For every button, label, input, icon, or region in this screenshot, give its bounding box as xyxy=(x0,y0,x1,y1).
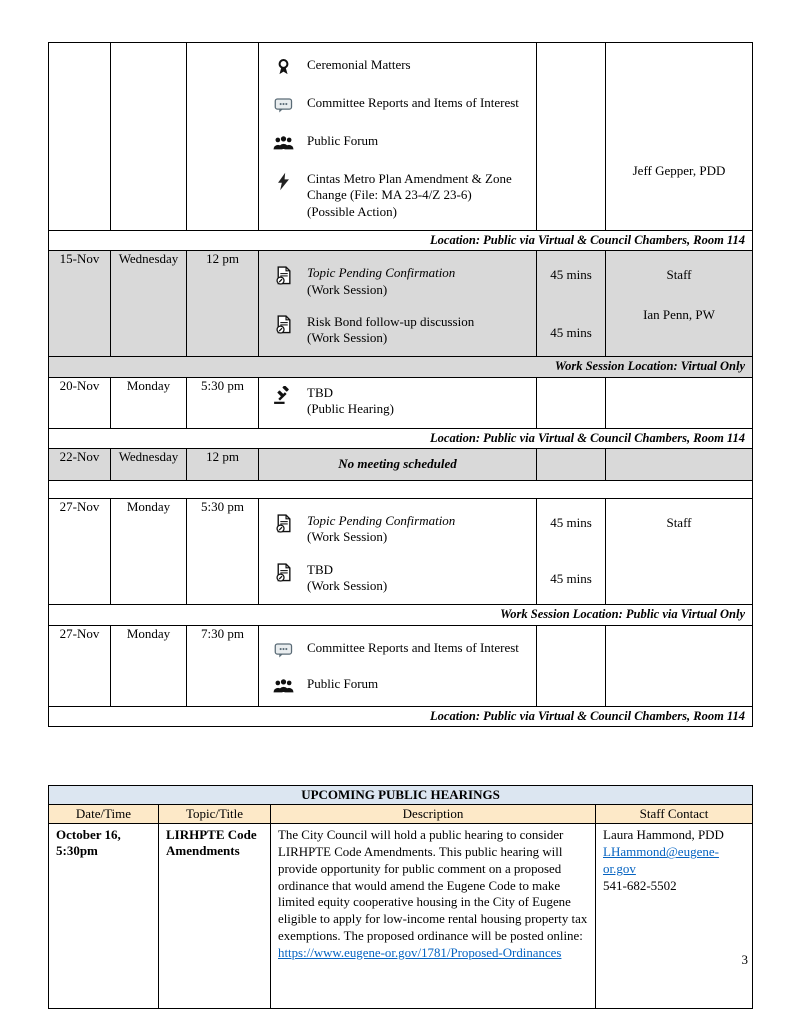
schedule-row xyxy=(49,449,753,481)
agenda-item-title: Topic Pending Confirmation xyxy=(307,265,456,281)
schedule-row xyxy=(49,499,753,605)
location-bar: Work Session Location: Virtual Only xyxy=(554,359,745,374)
duration-cell xyxy=(537,43,606,231)
day-cell: Monday xyxy=(111,499,187,605)
hearings-table xyxy=(48,785,753,1009)
location-cell xyxy=(49,230,753,251)
topics-cell xyxy=(259,625,537,706)
work-session-icon xyxy=(271,513,295,533)
location-row xyxy=(49,605,753,626)
agenda-item xyxy=(271,133,528,153)
duration-cell xyxy=(537,625,606,706)
staff-cell xyxy=(606,251,753,357)
agenda-item xyxy=(271,640,528,660)
agenda-item xyxy=(271,171,528,220)
agenda-item xyxy=(271,265,528,298)
location-bar: Location: Public via Virtual & Council Chambers, Room 114 xyxy=(430,430,745,445)
location-row xyxy=(49,230,753,251)
topics-cell xyxy=(259,378,537,429)
agenda-item-title: Public Forum xyxy=(307,133,379,148)
date-cell: 27-Nov xyxy=(49,499,111,605)
agenda-item-title: Risk Bond follow-up discussion xyxy=(307,313,475,329)
agenda-item xyxy=(271,513,528,546)
page-number: 3 xyxy=(741,952,748,967)
staff-name: Ian Penn, PW xyxy=(643,307,715,323)
location-cell xyxy=(49,357,753,378)
no-meeting-note: No meeting scheduled xyxy=(338,456,457,472)
agenda-item xyxy=(271,562,528,595)
ceremonial-matters-icon xyxy=(271,57,295,77)
hearing-description-cell xyxy=(271,824,596,1009)
location-row xyxy=(49,357,753,378)
work-session-icon xyxy=(271,562,295,582)
work-session-icon xyxy=(271,265,295,285)
duration-cell xyxy=(537,251,606,357)
location-bar: Location: Public via Virtual & Council Chambers, Room 114 xyxy=(430,232,745,247)
hearing-description-text: The City Council will hold a public hearing to consider LIRHPTE Code Amendments. This public hearing will provide opportunity for public comment on a proposed ordinance that would amend the Eugene Code to make limited equity cooperative housing in the City of Eugene eligible to apply for low-income rental housing property tax exemptions. The proposed ordinance will be posted online: xyxy=(278,828,588,943)
agenda-item-subtitle: (Work Session) xyxy=(307,281,388,297)
hearings-header-topic: Topic/Title xyxy=(159,805,271,824)
agenda-item-title: Committee Reports and Items of Interest xyxy=(307,95,519,110)
agenda-item-title: Topic Pending Confirmation xyxy=(307,513,456,529)
location-row xyxy=(49,706,753,727)
hearing-datetime: October 16, 5:30pm xyxy=(49,824,159,1009)
agenda-item-subtitle: (Work Session) xyxy=(307,577,388,593)
spacer-row xyxy=(49,481,753,499)
schedule-row xyxy=(49,378,753,429)
location-cell xyxy=(49,428,753,449)
agenda-item-subtitle: (Work Session) xyxy=(307,529,388,545)
duration-value: 45 mins xyxy=(550,515,592,531)
hearing-staff-cell xyxy=(596,824,753,1009)
location-row xyxy=(49,428,753,449)
staff-cell xyxy=(606,449,753,481)
agenda-item xyxy=(271,95,528,115)
hearing-description xyxy=(278,827,588,961)
proposed-ordinances-link[interactable]: https://www.eugene-or.gov/1781/Proposed-Ordinances xyxy=(278,945,562,960)
date-cell: 20-Nov xyxy=(49,378,111,429)
document-body xyxy=(48,42,752,1009)
day-cell: Monday xyxy=(111,625,187,706)
possible-action-icon xyxy=(271,171,295,191)
schedule-row xyxy=(49,625,753,706)
work-session-icon xyxy=(271,314,295,334)
staff-name: Jeff Gepper, PDD xyxy=(632,163,726,178)
public-forum-icon xyxy=(271,133,295,153)
topics-cell xyxy=(259,449,537,481)
time-cell: 12 pm xyxy=(187,449,259,481)
location-bar: Work Session Location: Public via Virtual Only xyxy=(500,607,745,622)
staff-cell xyxy=(606,378,753,429)
day-cell: Monday xyxy=(111,378,187,429)
staff-name: Staff xyxy=(666,267,692,283)
schedule-row xyxy=(49,43,753,231)
duration-value: 45 mins xyxy=(550,571,592,587)
staff-email-link[interactable]: LHammond@eugene-or.gov xyxy=(603,844,719,877)
location-cell xyxy=(49,706,753,727)
day-cell xyxy=(111,43,187,231)
hearings-title-row xyxy=(49,786,753,805)
agenda-item xyxy=(271,314,528,347)
staff-cell xyxy=(606,43,753,231)
staff-cell xyxy=(606,499,753,605)
committee-reports-icon xyxy=(271,640,295,660)
agenda-item-title: TBD xyxy=(307,385,333,400)
hearing-staff-phone: 541-682-5502 xyxy=(603,878,677,894)
hearings-header-row xyxy=(49,805,753,824)
duration-cell xyxy=(537,449,606,481)
hearing-staff-name: Laura Hammond, PDD xyxy=(603,827,724,843)
agenda-item-title: Cintas Metro Plan Amendment & Zone Change (File: MA 23-4/Z 23-6) xyxy=(307,171,512,203)
agenda-item-title: TBD xyxy=(307,561,333,577)
date-cell xyxy=(49,43,111,231)
hearing-row xyxy=(49,824,753,1009)
schedule-row xyxy=(49,251,753,357)
day-cell: Wednesday xyxy=(111,251,187,357)
agenda-item xyxy=(271,676,528,696)
agenda-item-subtitle: (Public Hearing) xyxy=(307,401,395,417)
public-forum-icon xyxy=(271,676,295,696)
hearings-header-staff: Staff Contact xyxy=(596,805,753,824)
duration-value: 45 mins xyxy=(550,325,592,341)
date-cell: 15-Nov xyxy=(49,251,111,357)
hearings-header-datetime: Date/Time xyxy=(49,805,159,824)
time-cell: 5:30 pm xyxy=(187,499,259,605)
topics-cell xyxy=(259,499,537,605)
date-cell: 22-Nov xyxy=(49,449,111,481)
hearings-title: UPCOMING PUBLIC HEARINGS xyxy=(49,786,753,805)
time-cell: 12 pm xyxy=(187,251,259,357)
spacer-cell xyxy=(49,481,753,499)
duration-cell xyxy=(537,378,606,429)
duration-value: 45 mins xyxy=(550,267,592,283)
committee-reports-icon xyxy=(271,95,295,115)
agenda-item-title: Committee Reports and Items of Interest xyxy=(307,639,519,655)
topics-cell xyxy=(259,43,537,231)
date-cell: 27-Nov xyxy=(49,625,111,706)
topics-cell xyxy=(259,251,537,357)
agenda-item-subtitle: (Possible Action) xyxy=(307,203,397,219)
time-cell xyxy=(187,43,259,231)
time-cell: 5:30 pm xyxy=(187,378,259,429)
agenda-item-subtitle: (Work Session) xyxy=(307,330,388,346)
duration-cell xyxy=(537,499,606,605)
agenda-item xyxy=(271,57,528,77)
agenda-item-title: Ceremonial Matters xyxy=(307,57,411,72)
hearing-topic: LIRHPTE Code Amendments xyxy=(159,824,271,1009)
schedule-table xyxy=(48,42,753,727)
day-cell: Wednesday xyxy=(111,449,187,481)
agenda-item xyxy=(271,385,528,418)
location-cell xyxy=(49,605,753,626)
staff-cell xyxy=(606,625,753,706)
time-cell: 7:30 pm xyxy=(187,625,259,706)
public-hearing-icon xyxy=(271,385,295,405)
staff-name: Staff xyxy=(666,515,692,531)
hearings-header-description: Description xyxy=(271,805,596,824)
location-bar: Location: Public via Virtual & Council Chambers, Room 114 xyxy=(430,708,745,723)
agenda-item-title: Public Forum xyxy=(307,675,379,691)
